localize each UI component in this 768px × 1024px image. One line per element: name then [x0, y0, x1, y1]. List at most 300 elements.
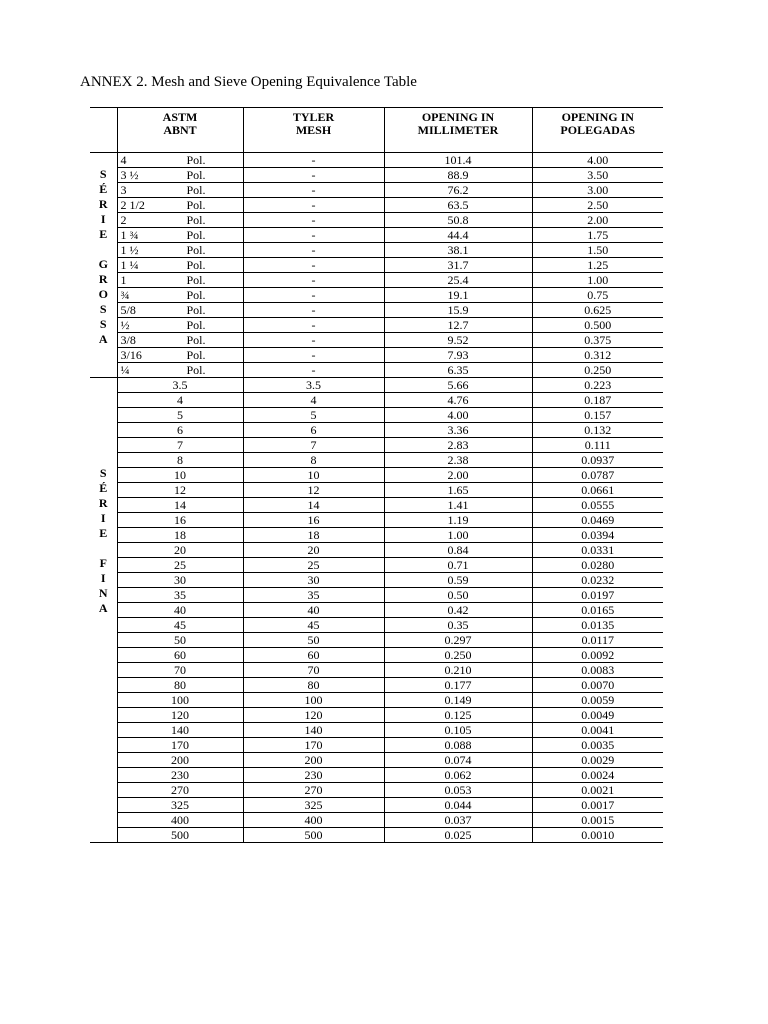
cell-polegadas: 0.0197: [532, 588, 663, 603]
group-letter: R: [98, 197, 108, 211]
cell-mm: 0.125: [384, 708, 532, 723]
cell-polegadas: 0.0015: [532, 813, 663, 828]
cell-polegadas: 0.0092: [532, 648, 663, 663]
cell-tyler: 40: [243, 603, 384, 618]
cell-tyler: -: [243, 228, 384, 243]
cell-astm: 45: [117, 618, 243, 633]
cell-mm: 5.66: [384, 378, 532, 393]
group-letter: É: [99, 481, 108, 495]
cell-astm: [117, 303, 243, 318]
table-row: [90, 288, 663, 303]
cell-tyler: 270: [243, 783, 384, 798]
cell-astm: 500: [117, 828, 243, 843]
table-row: [90, 663, 663, 678]
group-letter: I: [100, 212, 106, 226]
table-row: [90, 453, 663, 468]
table-row: [90, 153, 663, 168]
group-letter: I: [100, 511, 106, 525]
astm-unit: Pol.: [186, 273, 206, 287]
table-row: [90, 768, 663, 783]
cell-polegadas: 0.111: [532, 438, 663, 453]
table-row: [90, 393, 663, 408]
astm-size: ¾: [120, 288, 130, 302]
cell-mm: 3.36: [384, 423, 532, 438]
cell-mm: 2.38: [384, 453, 532, 468]
cell-mm: 63.5: [384, 198, 532, 213]
cell-astm: 10: [117, 468, 243, 483]
serie-grossa-label: [90, 153, 117, 378]
cell-tyler: 5: [243, 408, 384, 423]
table-row: [90, 363, 663, 378]
cell-tyler: -: [243, 243, 384, 258]
cell-polegadas: 0.223: [532, 378, 663, 393]
cell-mm: 2.83: [384, 438, 532, 453]
cell-mm: 0.35: [384, 618, 532, 633]
group-letter: S: [99, 317, 107, 331]
cell-tyler: 170: [243, 738, 384, 753]
table-body: [90, 153, 663, 843]
cell-polegadas: 4.00: [532, 153, 663, 168]
cell-polegadas: 0.0937: [532, 453, 663, 468]
cell-astm: 60: [117, 648, 243, 663]
cell-mm: 0.025: [384, 828, 532, 843]
header-opening-mm: [384, 108, 532, 153]
table-row: [90, 738, 663, 753]
cell-polegadas: 0.132: [532, 423, 663, 438]
cell-tyler: 3.5: [243, 378, 384, 393]
cell-astm: 5: [117, 408, 243, 423]
cell-astm: 18: [117, 528, 243, 543]
cell-tyler: 60: [243, 648, 384, 663]
cell-polegadas: 1.75: [532, 228, 663, 243]
cell-mm: 76.2: [384, 183, 532, 198]
cell-polegadas: 3.50: [532, 168, 663, 183]
cell-astm: [117, 198, 243, 213]
cell-astm: [117, 273, 243, 288]
cell-mm: 7.93: [384, 348, 532, 363]
cell-astm: 8: [117, 453, 243, 468]
cell-tyler: -: [243, 333, 384, 348]
cell-tyler: 230: [243, 768, 384, 783]
table-row: [90, 588, 663, 603]
cell-polegadas: 0.0021: [532, 783, 663, 798]
cell-astm: 120: [117, 708, 243, 723]
cell-mm: 50.8: [384, 213, 532, 228]
astm-unit: Pol.: [186, 213, 206, 227]
header-tyler-mesh: [243, 108, 384, 153]
cell-astm: 16: [117, 513, 243, 528]
cell-polegadas: 1.25: [532, 258, 663, 273]
cell-astm: 30: [117, 573, 243, 588]
cell-polegadas: 0.0469: [532, 513, 663, 528]
cell-astm: [117, 363, 243, 378]
group-letter: F: [99, 556, 107, 570]
header-mm-line2: MILLIMETER: [417, 123, 499, 137]
cell-mm: 0.074: [384, 753, 532, 768]
table-row: [90, 693, 663, 708]
cell-polegadas: 0.0117: [532, 633, 663, 648]
header-opening-polegadas: [532, 108, 663, 153]
cell-mm: 0.105: [384, 723, 532, 738]
table-row: [90, 378, 663, 393]
table-row: [90, 198, 663, 213]
serie-fina-label: [90, 378, 117, 843]
table-row: [90, 573, 663, 588]
group-letter: [90, 541, 117, 556]
cell-polegadas: 0.0029: [532, 753, 663, 768]
cell-tyler: 100: [243, 693, 384, 708]
cell-astm: 230: [117, 768, 243, 783]
astm-size: 3/16: [120, 348, 142, 362]
header-corner: [90, 108, 117, 153]
astm-size: ¼: [120, 363, 130, 377]
table-row: [90, 543, 663, 558]
cell-astm: 7: [117, 438, 243, 453]
group-letter: A: [98, 601, 108, 615]
astm-size: 2 1/2: [120, 198, 145, 212]
cell-polegadas: 0.0555: [532, 498, 663, 513]
cell-astm: [117, 258, 243, 273]
cell-mm: 4.00: [384, 408, 532, 423]
document-title: ANNEX 2. Mesh and Sieve Opening Equivalence Table: [80, 74, 417, 90]
cell-polegadas: 0.312: [532, 348, 663, 363]
cell-polegadas: 0.0059: [532, 693, 663, 708]
cell-astm: [117, 153, 243, 168]
table-row: [90, 633, 663, 648]
cell-mm: 88.9: [384, 168, 532, 183]
astm-unit: Pol.: [186, 228, 206, 242]
group-letter: I: [100, 571, 106, 585]
cell-astm: [117, 288, 243, 303]
cell-polegadas: 2.50: [532, 198, 663, 213]
cell-polegadas: 0.0024: [532, 768, 663, 783]
cell-mm: 9.52: [384, 333, 532, 348]
table-row: [90, 498, 663, 513]
group-letter: O: [98, 287, 108, 301]
cell-astm: 50: [117, 633, 243, 648]
cell-mm: 0.088: [384, 738, 532, 753]
cell-mm: 1.41: [384, 498, 532, 513]
cell-astm: 100: [117, 693, 243, 708]
sieve-equivalence-table: [90, 107, 663, 843]
group-letter: E: [99, 227, 108, 241]
cell-tyler: -: [243, 198, 384, 213]
cell-mm: 1.19: [384, 513, 532, 528]
table-row: [90, 678, 663, 693]
astm-size: 1 ¾: [120, 228, 139, 242]
astm-unit: Pol.: [186, 333, 206, 347]
cell-tyler: 18: [243, 528, 384, 543]
cell-astm: [117, 183, 243, 198]
cell-mm: 1.00: [384, 528, 532, 543]
table-row: [90, 228, 663, 243]
cell-polegadas: 0.0394: [532, 528, 663, 543]
cell-polegadas: 1.00: [532, 273, 663, 288]
cell-tyler: -: [243, 213, 384, 228]
table-header-row: [90, 108, 663, 153]
cell-polegadas: 0.0049: [532, 708, 663, 723]
header-tyler-line2: MESH: [295, 123, 332, 137]
cell-polegadas: 0.0280: [532, 558, 663, 573]
cell-polegadas: 0.0017: [532, 798, 663, 813]
table-row: [90, 348, 663, 363]
astm-size: 4: [120, 153, 127, 167]
cell-mm: 19.1: [384, 288, 532, 303]
cell-astm: 20: [117, 543, 243, 558]
group-letter: S: [99, 302, 107, 316]
header-mm-line1: OPENING IN: [421, 110, 495, 124]
table-row: [90, 528, 663, 543]
group-letter: R: [98, 496, 108, 510]
group-letter: É: [99, 182, 108, 196]
cell-astm: 12: [117, 483, 243, 498]
cell-mm: 38.1: [384, 243, 532, 258]
cell-mm: 4.76: [384, 393, 532, 408]
cell-tyler: 20: [243, 543, 384, 558]
astm-unit: Pol.: [186, 243, 206, 257]
cell-astm: 4: [117, 393, 243, 408]
astm-unit: Pol.: [186, 303, 206, 317]
cell-tyler: -: [243, 288, 384, 303]
cell-tyler: -: [243, 258, 384, 273]
cell-tyler: 6: [243, 423, 384, 438]
cell-polegadas: 0.0661: [532, 483, 663, 498]
group-letter: [90, 242, 117, 257]
cell-tyler: -: [243, 348, 384, 363]
cell-mm: 0.71: [384, 558, 532, 573]
astm-unit: Pol.: [186, 198, 206, 212]
cell-tyler: 120: [243, 708, 384, 723]
header-tyler-line1: TYLER: [292, 110, 335, 124]
cell-astm: 170: [117, 738, 243, 753]
cell-mm: 0.42: [384, 603, 532, 618]
cell-tyler: 70: [243, 663, 384, 678]
table-row: [90, 648, 663, 663]
table-row: [90, 603, 663, 618]
cell-tyler: 200: [243, 753, 384, 768]
cell-tyler: 25: [243, 558, 384, 573]
cell-tyler: 500: [243, 828, 384, 843]
cell-astm: [117, 168, 243, 183]
sieve-equivalence-table-container: [90, 107, 663, 843]
cell-polegadas: 3.00: [532, 183, 663, 198]
cell-polegadas: 0.0331: [532, 543, 663, 558]
table-row: [90, 423, 663, 438]
cell-mm: 0.149: [384, 693, 532, 708]
cell-mm: 6.35: [384, 363, 532, 378]
cell-tyler: -: [243, 183, 384, 198]
cell-astm: 35: [117, 588, 243, 603]
table-row: [90, 558, 663, 573]
astm-unit: Pol.: [186, 288, 206, 302]
table-row: [90, 273, 663, 288]
astm-size: 2: [120, 213, 127, 227]
cell-mm: 0.210: [384, 663, 532, 678]
cell-tyler: 325: [243, 798, 384, 813]
table-row: [90, 333, 663, 348]
header-astm-line2: ABNT: [163, 123, 197, 137]
cell-tyler: 7: [243, 438, 384, 453]
astm-unit: Pol.: [186, 258, 206, 272]
cell-astm: [117, 213, 243, 228]
cell-tyler: 14: [243, 498, 384, 513]
cell-astm: 3.5: [117, 378, 243, 393]
cell-mm: 0.297: [384, 633, 532, 648]
cell-polegadas: 0.375: [532, 333, 663, 348]
cell-tyler: -: [243, 273, 384, 288]
group-letter: S: [99, 167, 107, 181]
cell-astm: 25: [117, 558, 243, 573]
group-letter: A: [98, 332, 108, 346]
table-row: [90, 723, 663, 738]
astm-unit: Pol.: [186, 348, 206, 362]
table-row: [90, 168, 663, 183]
astm-size: 3 ½: [120, 168, 139, 182]
cell-mm: 15.9: [384, 303, 532, 318]
cell-tyler: 10: [243, 468, 384, 483]
cell-tyler: 35: [243, 588, 384, 603]
cell-mm: 2.00: [384, 468, 532, 483]
cell-polegadas: 0.250: [532, 363, 663, 378]
cell-polegadas: 0.75: [532, 288, 663, 303]
table-row: [90, 813, 663, 828]
table-row: [90, 183, 663, 198]
cell-mm: 0.062: [384, 768, 532, 783]
table-row: [90, 783, 663, 798]
astm-size: 3: [120, 183, 127, 197]
cell-polegadas: 0.187: [532, 393, 663, 408]
cell-tyler: 12: [243, 483, 384, 498]
group-letter: N: [98, 586, 108, 600]
cell-tyler: 8: [243, 453, 384, 468]
cell-polegadas: 1.50: [532, 243, 663, 258]
table-row: [90, 258, 663, 273]
cell-tyler: 400: [243, 813, 384, 828]
table-row: [90, 483, 663, 498]
astm-unit: Pol.: [186, 168, 206, 182]
cell-polegadas: 0.0787: [532, 468, 663, 483]
astm-size: 1: [120, 273, 127, 287]
cell-tyler: -: [243, 318, 384, 333]
table-row: [90, 618, 663, 633]
cell-mm: 0.044: [384, 798, 532, 813]
cell-astm: 80: [117, 678, 243, 693]
group-letter: E: [99, 526, 108, 540]
cell-astm: [117, 243, 243, 258]
header-pol-line2: POLEGADAS: [560, 123, 636, 137]
cell-mm: 44.4: [384, 228, 532, 243]
astm-unit: Pol.: [186, 183, 206, 197]
cell-tyler: 50: [243, 633, 384, 648]
astm-size: 1 ½: [120, 243, 139, 257]
group-letter: S: [99, 466, 107, 480]
astm-unit: Pol.: [186, 318, 206, 332]
group-letter: G: [98, 257, 108, 271]
astm-size: 1 ¼: [120, 258, 139, 272]
group-letter: R: [98, 272, 108, 286]
table-row: [90, 468, 663, 483]
table-row: [90, 513, 663, 528]
cell-tyler: 45: [243, 618, 384, 633]
table-row: [90, 243, 663, 258]
cell-polegadas: 0.0232: [532, 573, 663, 588]
cell-astm: [117, 348, 243, 363]
cell-polegadas: 0.625: [532, 303, 663, 318]
cell-tyler: 80: [243, 678, 384, 693]
cell-mm: 0.50: [384, 588, 532, 603]
table-row: [90, 798, 663, 813]
header-astm-line1: ASTM: [162, 110, 198, 124]
cell-mm: 0.053: [384, 783, 532, 798]
cell-polegadas: 0.0010: [532, 828, 663, 843]
table-row: [90, 318, 663, 333]
cell-astm: 6: [117, 423, 243, 438]
cell-mm: 101.4: [384, 153, 532, 168]
header-astm-abnt: [117, 108, 243, 153]
cell-tyler: -: [243, 303, 384, 318]
cell-astm: 70: [117, 663, 243, 678]
cell-astm: 200: [117, 753, 243, 768]
table-row: [90, 303, 663, 318]
cell-astm: 400: [117, 813, 243, 828]
cell-polegadas: 0.0070: [532, 678, 663, 693]
cell-astm: [117, 228, 243, 243]
cell-astm: [117, 318, 243, 333]
header-pol-line1: OPENING IN: [561, 110, 634, 124]
cell-astm: 40: [117, 603, 243, 618]
cell-polegadas: 0.157: [532, 408, 663, 423]
cell-astm: 325: [117, 798, 243, 813]
cell-polegadas: 2.00: [532, 213, 663, 228]
cell-mm: 25.4: [384, 273, 532, 288]
table-row: [90, 408, 663, 423]
cell-astm: 14: [117, 498, 243, 513]
cell-astm: 270: [117, 783, 243, 798]
astm-size: 5/8: [120, 303, 136, 317]
cell-mm: 0.84: [384, 543, 532, 558]
astm-unit: Pol.: [186, 363, 206, 377]
astm-size: 3/8: [120, 333, 136, 347]
cell-mm: 1.65: [384, 483, 532, 498]
cell-polegadas: 0.0165: [532, 603, 663, 618]
cell-mm: 12.7: [384, 318, 532, 333]
cell-tyler: 30: [243, 573, 384, 588]
cell-mm: 0.177: [384, 678, 532, 693]
table-row: [90, 213, 663, 228]
cell-mm: 31.7: [384, 258, 532, 273]
cell-tyler: -: [243, 363, 384, 378]
cell-tyler: 16: [243, 513, 384, 528]
cell-tyler: 140: [243, 723, 384, 738]
cell-astm: 140: [117, 723, 243, 738]
cell-tyler: 4: [243, 393, 384, 408]
astm-size: ½: [120, 318, 130, 332]
cell-mm: 0.037: [384, 813, 532, 828]
cell-tyler: -: [243, 168, 384, 183]
cell-astm: [117, 333, 243, 348]
cell-polegadas: 0.0035: [532, 738, 663, 753]
table-row: [90, 708, 663, 723]
cell-mm: 0.59: [384, 573, 532, 588]
astm-unit: Pol.: [186, 153, 206, 167]
table-row: [90, 753, 663, 768]
cell-polegadas: 0.0083: [532, 663, 663, 678]
cell-polegadas: 0.0135: [532, 618, 663, 633]
cell-mm: 0.250: [384, 648, 532, 663]
cell-tyler: -: [243, 153, 384, 168]
table-row: [90, 828, 663, 843]
table-row: [90, 438, 663, 453]
